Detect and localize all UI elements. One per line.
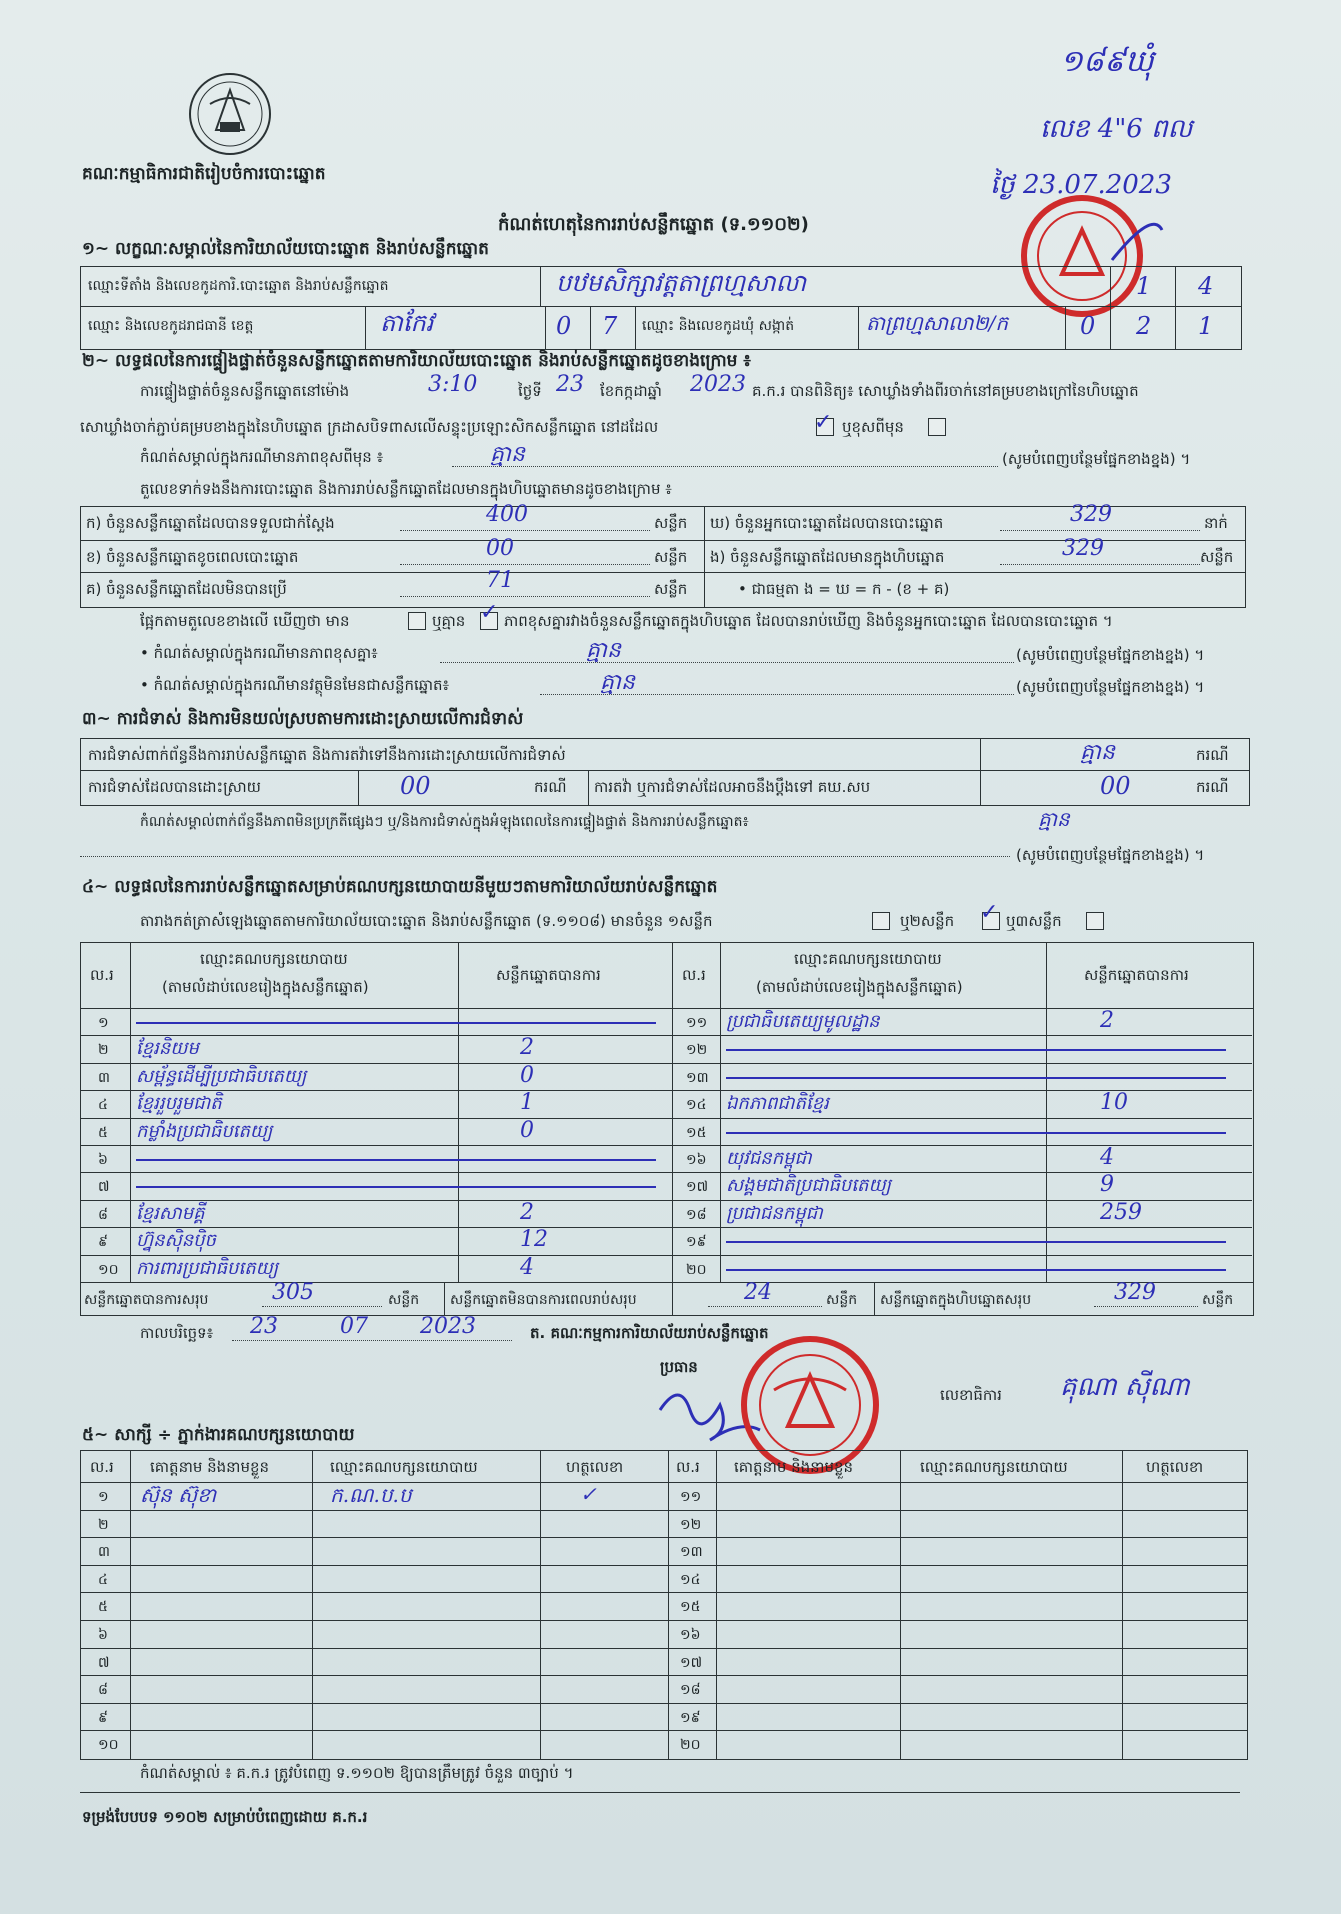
witness-row-no-left: ៧ — [98, 1654, 110, 1671]
right-col-no: ល.រ — [682, 966, 706, 984]
verification-year: 2023 — [690, 372, 746, 397]
note2-value: គ្មាន — [586, 638, 621, 663]
three-sheets-label: ឬ៣សន្លឹក — [1006, 912, 1062, 930]
secretary-label: លេខាធិការ — [940, 1386, 1002, 1404]
voters-value: 329 — [1070, 502, 1112, 527]
results-row-party: ប្រជាជនកម្ពុជា — [726, 1202, 823, 1224]
one-sheet-checkbox[interactable] — [872, 912, 890, 930]
form-title: កំណត់ហេតុនៃការរាប់សន្លឹកឆ្នោត (ទ.១១០២) — [498, 214, 809, 235]
results-row-no: ៣ — [98, 1069, 110, 1086]
verification-line-a: ការផ្ទៀងផ្ទាត់ចំនួនសន្លឹកឆ្នោតនៅម៉ោង — [140, 382, 350, 400]
left-col-party: ឈ្មោះគណបក្សនយោបាយ — [200, 950, 348, 968]
verification-line-c: ខែកក្កដាឆ្នាំ — [600, 382, 662, 400]
section1-title: ១~ លក្ខណៈសម្គាល់នៃការិយាល័យបោះឆ្នោត និងរាប់សន្លឹកឆ្នោត — [82, 239, 489, 259]
appeals-label: ការតវ៉ា ឬការជំទាស់ដែលអាចនឹងប្តឹងទៅ គឃ.សប — [594, 778, 871, 796]
witness-row-no-left: ៩ — [98, 1709, 108, 1726]
witness-row-no-right: ១៤ — [680, 1571, 701, 1588]
results-row-no: ១២ — [686, 1042, 708, 1059]
location-code-1: 1 — [1136, 272, 1152, 300]
date-day: 23 — [250, 1314, 278, 1339]
total-box-label: សន្លឹកឆ្នោតក្នុងហិបឆ្នោតសរុប — [880, 1292, 1032, 1308]
irregularities-value: គ្មាន — [1038, 807, 1070, 831]
province-code-2: 7 — [602, 312, 618, 340]
two-sheets-check-mark: ✓ — [980, 900, 999, 925]
verification-time: 3:10 — [428, 372, 478, 397]
witness-row-no-left: ១០ — [98, 1737, 119, 1754]
results-row-no: ៤ — [98, 1097, 108, 1114]
discrepancy-line-a: ផ្អែកតាមតួលេខខាងលើ ឃើញថា មាន — [140, 612, 350, 630]
commune-code-1: 0 — [1080, 312, 1096, 340]
total-valid-label: សន្លឹកឆ្នោតបានការសរុប — [84, 1292, 209, 1308]
results-row-party: សង្គមជាតិប្រជាធិបតេយ្យ — [726, 1175, 891, 1197]
received-unit: សន្លឹក — [654, 514, 688, 532]
results-row-strike — [726, 1049, 1226, 1051]
witness-row-no-left: ៣ — [98, 1544, 110, 1561]
results-row-no: ៩ — [98, 1234, 108, 1251]
formula: • ជាធម្មតា ង = ឃ = ក - (ខ + គ) — [738, 580, 950, 598]
received-value: 400 — [486, 502, 528, 527]
witness-left-col-party: ឈ្មោះគណបក្សនយោបាយ — [330, 1458, 478, 1476]
witness-row-no-right: ១៨ — [680, 1682, 701, 1699]
witness-row-no-right: ១២ — [680, 1516, 702, 1533]
witness-right-col-no: ល.រ — [676, 1458, 700, 1476]
spoiled-value: 00 — [486, 536, 514, 561]
witness-row-no-right: ១៣ — [680, 1544, 703, 1561]
note3-value: គ្មាន — [600, 670, 635, 695]
right-col-party: ឈ្មោះគណបក្សនយោបាយ — [794, 950, 942, 968]
changed-checkbox[interactable] — [928, 418, 946, 436]
committee-label: ត. គណៈកម្មការការិយាល័យរាប់សន្លឹកឆ្នោត — [530, 1324, 769, 1342]
note3-label: • កំណត់សម្គាល់ក្នុងករណីមានវត្ថុមិនមែនជាសន្លឹកឆ្នោត៖ — [140, 676, 450, 694]
results-row-no: ៨ — [98, 1206, 108, 1223]
discrepancy-line-b: ឬគ្មាន — [432, 612, 466, 630]
witness-row-party: ក.ណ.ប.ប — [330, 1483, 412, 1507]
note2-label: • កំណត់សម្គាល់ក្នុងករណីមានភាពខុសគ្នា៖ — [140, 644, 378, 662]
results-row-party: សម្ព័ន្ធដើម្បីប្រជាធិបតេយ្យ — [136, 1065, 307, 1087]
results-row-no: ៦ — [98, 1152, 108, 1168]
results-row-strike — [726, 1269, 1226, 1271]
results-row-no: ១៣ — [686, 1069, 709, 1086]
results-row-no: ១០ — [98, 1261, 119, 1278]
results-row-votes: 10 — [1100, 1090, 1128, 1116]
left-col-party-sub: (តាមលំដាប់លេខរៀងក្នុងសន្លឹកឆ្នោត) — [162, 978, 369, 996]
commission-name: គណៈកម្មាធិការជាតិរៀបចំការបោះឆ្នោត — [82, 164, 326, 184]
unused-label: គ) ចំនួនសន្លឹកឆ្នោតដែលមិនបានប្រើ — [86, 580, 287, 598]
results-row-votes: 259 — [1100, 1199, 1142, 1225]
right-col-party-sub: (តាមលំដាប់លេខរៀងក្នុងសន្លឹកឆ្នោត) — [756, 978, 963, 996]
unused-unit: សន្លឹក — [654, 580, 688, 598]
results-row-party: ខ្មែររួបរួមជាតិ — [136, 1093, 222, 1115]
witness-row-no-left: ៦ — [98, 1627, 108, 1643]
footnote: កំណត់សម្គាល់ ៖ គ.ក.រ ត្រូវបំពេញ ទ.១១០២ ឱ្យបានត្រឹមត្រូវ ចំនួន ៣ច្បាប់ ។ — [140, 1764, 574, 1782]
results-row-no: ១៨ — [686, 1206, 707, 1223]
resolved-label: ការជំទាស់ដែលបានដោះស្រាយ — [88, 778, 261, 796]
results-row-party: ហ្វ៊ុនស៊ិនប៉ិច — [136, 1230, 216, 1252]
results-row-votes: 12 — [520, 1227, 548, 1253]
in-box-unit: សន្លឹក — [1200, 548, 1234, 566]
witness-table — [80, 1450, 1248, 1760]
witness-row-no-left: ២ — [98, 1516, 109, 1533]
objections-unit: ករណី — [1196, 746, 1229, 764]
results-row-votes: 2 — [520, 1199, 534, 1225]
section3-title: ៣~ ការជំទាស់ និងការមិនយល់ស្របតាមការដោះស្រាយលើការជំទាស់ — [82, 709, 524, 729]
witness-row-no-right: ១៧ — [680, 1654, 703, 1671]
witness-row-no-left: ៤ — [98, 1571, 108, 1588]
results-row-votes: 1 — [520, 1090, 534, 1116]
total-invalid-value: 24 — [744, 1280, 772, 1305]
unchanged-check-mark: ✓ — [814, 410, 833, 435]
results-row-party: ខ្មែរសាមគ្គី — [136, 1202, 205, 1224]
witness-row-no-right: ២០ — [680, 1737, 701, 1754]
location-value: បឋមសិក្សាវត្តតាព្រហ្មសាលា — [556, 269, 807, 297]
three-sheets-checkbox[interactable] — [1086, 912, 1104, 930]
witness-left-col-name: គោត្តនាម និងនាមខ្លួន — [150, 1458, 270, 1476]
results-row-votes: 2 — [1100, 1008, 1114, 1033]
objections-value: គ្មាន — [1080, 740, 1115, 765]
results-row-strike — [726, 1241, 1226, 1243]
nec-emblem — [186, 70, 274, 158]
discrepancy-yes-checkbox[interactable] — [408, 612, 426, 630]
handwritten-note-2: លេខ 4"6 ពល — [1040, 114, 1193, 144]
secretary-name: គុណា ស៊ីណា — [1060, 1372, 1190, 1402]
results-row-party: ប្រជាធិបតេយ្យមូលដ្ឋាន — [726, 1011, 880, 1032]
commune-label: ឈ្មោះ និងលេខកូដឃុំ សង្កាត់ — [642, 318, 795, 334]
results-row-no: ១១ — [686, 1015, 708, 1031]
results-row-party: កម្លាំងប្រជាធិបតេយ្យ — [136, 1120, 273, 1142]
commune-code-2: 2 — [1136, 312, 1152, 340]
total-valid-unit: សន្លឹក — [388, 1292, 420, 1308]
two-sheets-label: ឬ២សន្លឹក — [900, 912, 955, 930]
witness-left-col-no: ល.រ — [90, 1458, 114, 1476]
total-valid-value: 305 — [272, 1280, 314, 1305]
location-label: ឈ្មោះទីតាំង និងលេខកូដការិ.បោះឆ្នោត និងរាប់សន្លឹកឆ្នោត — [88, 278, 389, 294]
witness-row-name: ស៊ុន ស៊ុខា — [140, 1483, 217, 1507]
witness-right-col-name: គោត្តនាម និងនាមខ្លួន — [734, 1458, 854, 1476]
verification-day: 23 — [556, 372, 584, 397]
commune-code-3: 1 — [1198, 312, 1214, 340]
discrepancy-line-c: ភាពខុសគ្នារវាងចំនួនសន្លឹកឆ្នោតក្នុងហិបឆ្នោត ដែលបានរាប់ឃើញ និងចំនួនអ្នកបោះឆ្នោត ដែលបានបោះឆ្នោត ។ — [504, 612, 1113, 630]
note3-suffix: (សូមបំពេញបន្ថែមផ្នែកខាងខ្នង) ។ — [1016, 678, 1205, 696]
results-row-strike — [136, 1022, 656, 1024]
results-row-no: ២ — [98, 1042, 109, 1059]
verification-line-2: សោឃ្លាំងចាក់ភ្ជាប់គម្របខាងក្នុងនៃហិបឆ្នោត ក្រដាសបិទពាសលើសន្ទុះប្រឡោះសិកសន្លឹកឆ្នោត នៅដដែល — [80, 418, 659, 436]
handwritten-note-1: ១៨៩ឃុំ — [1060, 44, 1154, 79]
results-row-no: ៥ — [98, 1124, 108, 1141]
results-row-votes: 4 — [520, 1254, 534, 1280]
chair-label: ប្រធាន — [660, 1358, 698, 1376]
province-code-1: 0 — [556, 312, 572, 340]
total-invalid-label: សន្លឹកឆ្នោតមិនបានការពេលរាប់សរុប — [450, 1292, 637, 1308]
section2-title: ២~ លទ្ធផលនៃការផ្ទៀងផ្ទាត់ចំនួនសន្លឹកឆ្នោតតាមការិយាល័យបោះឆ្នោត និងរាប់សន្លឹកឆ្នោតដូចខាងក្រោម ៖ — [82, 351, 751, 371]
results-row-no: ១៧ — [686, 1179, 709, 1196]
witness-right-col-party: ឈ្មោះគណបក្សនយោបាយ — [920, 1458, 1068, 1476]
commune-value: តាព្រហ្មសាលា២/ក — [866, 311, 1009, 335]
discrepancy-no-check-mark: ✓ — [480, 600, 499, 625]
results-row-no: ៧ — [98, 1179, 110, 1196]
witness-row-no-left: ៥ — [98, 1599, 108, 1616]
irregularities-label: កំណត់សម្គាល់ពាក់ព័ន្ធនឹងភាពមិនប្រក្រតីផ្សេងៗ ឬ/និងការជំទាស់ក្នុងអំឡុងពេលនៃការផ្ទៀងផ្ទាត់ និងការរាប់សន្លឹកឆ្នោត៖ — [140, 814, 749, 830]
witness-row-no-right: ១៩ — [680, 1709, 701, 1726]
witness-row-no-right: ១៥ — [680, 1599, 701, 1616]
spoiled-label: ខ) ចំនួនសន្លឹកឆ្នោតខូចពេលបោះឆ្នោត — [86, 548, 299, 566]
witness-left-col-sign: ហត្ថលេខា — [566, 1458, 624, 1476]
in-box-value: 329 — [1062, 536, 1104, 561]
right-col-votes: សន្លឹកឆ្នោតបានការ — [1084, 966, 1189, 984]
note1-suffix: (សូមបំពេញបន្ថែមផ្នែកខាងខ្នង) ។ — [1002, 450, 1191, 468]
results-row-votes: 0 — [520, 1062, 534, 1088]
changed-option-label: ឬខុសពីមុន — [842, 418, 904, 436]
province-value: តាកែវ — [380, 309, 434, 337]
witness-row-no-right: ១១ — [680, 1489, 702, 1505]
results-row-party: ឯកភាពជាតិខ្មែរ — [726, 1093, 829, 1115]
objections-label: ការជំទាស់ពាក់ព័ន្ធនឹងការរាប់សន្លឹកឆ្នោត និងការតវ៉ាទៅនឹងការដោះស្រាយលើការជំទាស់ — [88, 746, 566, 764]
handwritten-note-3: ថ្ងៃ 23.07.2023 — [990, 170, 1172, 200]
left-col-votes: សន្លឹកឆ្នោតបានការ — [496, 966, 601, 984]
section5-title: ៥~ សាក្សី ÷ ភ្នាក់ងារគណបក្សនយោបាយ — [82, 1425, 355, 1445]
date-year: 2023 — [420, 1314, 476, 1339]
counts-intro: តួលេខទាក់ទងនឹងការបោះឆ្នោត និងការរាប់សន្លឹកឆ្នោតដែលមានក្នុងហិបឆ្នោតមានដូចខាងក្រោម ៖ — [140, 480, 672, 498]
results-row-no: ១ — [98, 1015, 109, 1031]
results-row-votes: 2 — [520, 1035, 534, 1061]
unused-value: 71 — [486, 568, 514, 593]
witness-row-no-left: ៨ — [98, 1682, 108, 1699]
results-row-no: ១៩ — [686, 1234, 707, 1251]
results-row-votes: 9 — [1100, 1172, 1114, 1198]
verification-line-b: ថ្ងៃទី — [518, 382, 542, 400]
voters-unit: នាក់ — [1204, 514, 1228, 532]
date-month: 07 — [340, 1314, 368, 1339]
results-row-party: យុវជនកម្ពុជា — [726, 1148, 812, 1169]
results-row-strike — [726, 1132, 1226, 1134]
total-box-value: 329 — [1114, 1280, 1156, 1305]
resolved-unit: ករណី — [534, 778, 567, 796]
tally-sheets-label: តារាងកត់ត្រាសំឡេងឆ្នោតតាមការិយាល័យបោះឆ្នោត និងរាប់សន្លឹកឆ្នោត (ទ.១១០៨) មានចំនួន ១សន្លឹក — [140, 912, 713, 930]
verification-line-d: គ.ក.រ បានពិនិត្យ៖ សោឃ្លាំងទាំងពីរចាក់នៅគម្របខាងក្រៅនៃហិបឆ្នោត — [752, 382, 1139, 400]
results-row-strike — [726, 1077, 1226, 1079]
note1-label: កំណត់សម្គាល់ក្នុងករណីមានភាពខុសពីមុន ៖ — [140, 448, 384, 466]
results-row-party: ការពារប្រជាធិបតេយ្យ — [136, 1257, 279, 1279]
location-code-2: 4 — [1198, 272, 1214, 300]
results-row-no: ២០ — [686, 1261, 707, 1278]
results-row-no: ១៤ — [686, 1097, 707, 1114]
witness-row-no-right: ១៦ — [680, 1627, 701, 1643]
note1-value: គ្មាន — [490, 442, 525, 467]
results-row-strike — [136, 1186, 656, 1188]
form-note: ទម្រង់បែបបទ ១១០២ សម្រាប់បំពេញដោយ គ.ក.រ — [82, 1808, 368, 1826]
witness-row-sign: ✓ — [580, 1482, 597, 1506]
results-row-votes: 4 — [1100, 1145, 1114, 1170]
results-row-strike — [136, 1159, 656, 1161]
resolved-value: 00 — [400, 772, 431, 800]
date-label: កាលបរិច្ឆេទ៖ — [140, 1324, 214, 1342]
section4-title: ៤~ លទ្ធផលនៃការរាប់សន្លឹកឆ្នោតសម្រាប់គណបក្សនយោបាយនីមួយៗតាមការិយាល័យរាប់សន្លឹកឆ្នោត — [82, 877, 718, 897]
results-row-votes: 0 — [520, 1117, 534, 1143]
results-row-no: ១៦ — [686, 1152, 707, 1168]
spoiled-unit: សន្លឹក — [654, 548, 688, 566]
total-invalid-unit: សន្លឹក — [826, 1292, 858, 1308]
witness-row-no-left: ១ — [98, 1489, 109, 1505]
in-box-label: ង) ចំនួនសន្លឹកឆ្នោតដែលមានក្នុងហិបឆ្នោត — [710, 548, 945, 566]
province-label: ឈ្មោះ និងលេខកូដរាជធានី ខេត្ត — [88, 318, 254, 334]
note2-suffix: (សូមបំពេញបន្ថែមផ្នែកខាងខ្នង) ។ — [1016, 646, 1205, 664]
witness-right-col-sign: ហត្ថលេខា — [1146, 1458, 1204, 1476]
results-row-no: ១៥ — [686, 1124, 707, 1141]
results-row-party: ខ្មែរនិយម — [136, 1038, 199, 1060]
left-col-no: ល.រ — [90, 966, 114, 984]
irregularities-suffix: (សូមបំពេញបន្ថែមផ្នែកខាងខ្នង) ។ — [1016, 846, 1205, 864]
voters-label: ឃ) ចំនួនអ្នកបោះឆ្នោតដែលបានបោះឆ្នោត — [710, 514, 944, 532]
total-box-unit: សន្លឹក — [1202, 1292, 1234, 1308]
received-label: ក) ចំនួនសន្លឹកឆ្នោតដែលបានទទួលជាក់ស្តែង — [86, 514, 335, 532]
appeals-unit: ករណី — [1196, 778, 1229, 796]
appeals-value: 00 — [1100, 772, 1131, 800]
